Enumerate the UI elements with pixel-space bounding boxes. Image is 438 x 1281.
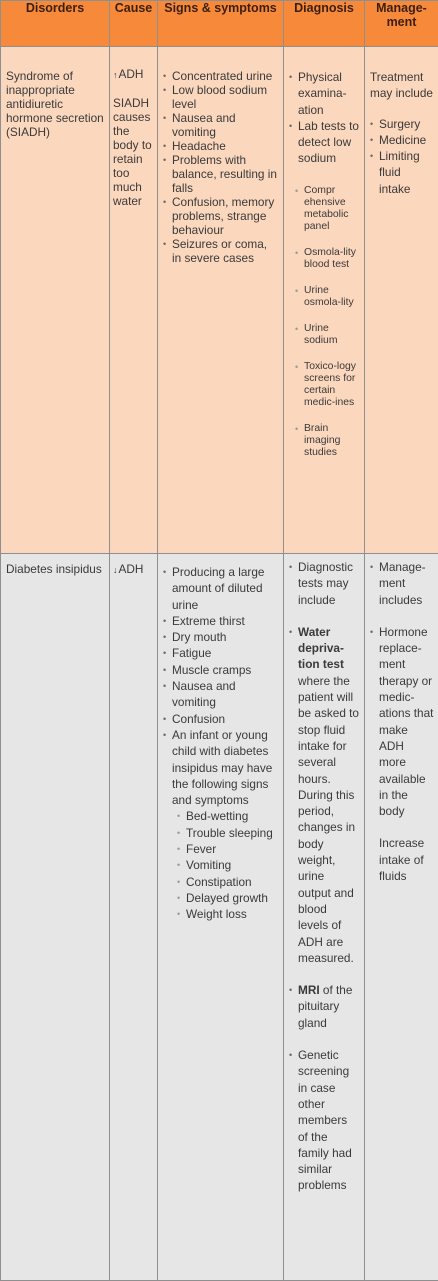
arrow-up-icon: ↑ bbox=[113, 70, 118, 80]
list-item: • Weight loss bbox=[177, 906, 279, 922]
disorder-name: Diabetes insipidus bbox=[1, 554, 109, 576]
diagnosis-sublist bbox=[289, 185, 360, 459]
list-item: • Confusion, memory problems, strange behaviour bbox=[163, 195, 279, 237]
list-item: • Urine osmola-lity bbox=[295, 285, 360, 309]
cell-symptoms bbox=[158, 47, 284, 554]
list-item: • Manage-ment includes bbox=[370, 559, 434, 608]
list-item: • Headache bbox=[163, 139, 279, 153]
management-intro: Treatment may include bbox=[370, 69, 434, 102]
list-item: • Bed-wetting bbox=[177, 808, 279, 824]
list-item: • Medicine bbox=[370, 132, 434, 148]
list-item: • Genetic screening in case other members of the family had similar problems bbox=[289, 1047, 360, 1194]
cell-cause bbox=[110, 554, 158, 1281]
list-item: • Fever bbox=[177, 841, 279, 857]
list-item: • Problems with balance, resulting in falls bbox=[163, 153, 279, 195]
cell-disorder bbox=[1, 47, 110, 554]
list-item: • An infant or young child with diabetes insipidus may have the following signs and symptoms bbox=[163, 727, 279, 808]
list-item: • Brain imaging studies bbox=[295, 423, 360, 459]
list-item: • Low blood sodium level bbox=[163, 83, 279, 111]
list-item: • Fatigue bbox=[163, 645, 279, 661]
list-item: • Nausea and vomiting bbox=[163, 111, 279, 139]
cause-text: SIADH causes the body to retain too much water bbox=[113, 96, 153, 208]
list-item: • Hormone replace-ment therapy or medic-ations that make ADH more available in the body bbox=[370, 624, 434, 820]
list-item: • Extreme thirst bbox=[163, 613, 279, 629]
list-item: • Compr ehensive metabolic panel bbox=[295, 185, 360, 233]
list-item: • Confusion bbox=[163, 711, 279, 727]
list-item: • Osmola-lity blood test bbox=[295, 247, 360, 271]
header-disorders: Disorders bbox=[1, 1, 110, 47]
list-item: • Muscle cramps bbox=[163, 662, 279, 678]
list-item: • Dry mouth bbox=[163, 629, 279, 645]
header-management: Manage-ment bbox=[365, 1, 438, 47]
list-item: • Seizures or coma, in severe cases bbox=[163, 237, 279, 265]
cell-diagnosis bbox=[284, 554, 365, 1281]
management-list bbox=[370, 559, 434, 819]
list-item: • Physical examina-ation bbox=[289, 69, 360, 118]
list-item: • Lab tests to detect low sodium bbox=[289, 118, 360, 167]
list-item: • Trouble sleeping bbox=[177, 825, 279, 841]
list-item: • Nausea and vomiting bbox=[163, 678, 279, 711]
list-item: • Limiting fluid intake bbox=[370, 148, 434, 197]
cause-label: ADH bbox=[119, 562, 144, 576]
list-item: • Toxico-logy screens for certain medic-ines bbox=[295, 361, 360, 409]
arrow-down-icon: ↓ bbox=[113, 565, 118, 575]
header-cause: Cause bbox=[110, 1, 158, 47]
cell-diagnosis bbox=[284, 47, 365, 554]
table-row-diabetes-insipidus bbox=[1, 554, 438, 1281]
list-item: • Concentrated urine bbox=[163, 69, 279, 83]
management-list bbox=[370, 116, 434, 197]
symptoms-list bbox=[163, 564, 279, 808]
disorder-name: Syndrome of inappropriate antidiuretic hormone secretion (SIADH) bbox=[1, 47, 109, 139]
table-row-siadh bbox=[1, 47, 438, 554]
list-item: • Diagnostic tests may include bbox=[289, 559, 360, 608]
symptoms-sublist bbox=[163, 808, 279, 922]
cell-symptoms bbox=[158, 554, 284, 1281]
symptoms-list bbox=[163, 69, 279, 265]
list-item: • Surgery bbox=[370, 116, 434, 132]
list-item: • Water depriva-tion test where the patient will be asked to stop fluid intake for several hours. During this period, changes in body weight, urine output and blood levels of ADH are measured. bbox=[289, 624, 360, 966]
list-item: • Constipation bbox=[177, 874, 279, 890]
cell-management bbox=[365, 47, 438, 554]
cell-disorder bbox=[1, 554, 110, 1281]
list-item: • Producing a large amount of diluted urine bbox=[163, 564, 279, 613]
header-signs-symptoms: Signs & symptoms bbox=[158, 1, 284, 47]
cell-management bbox=[365, 554, 438, 1281]
diagnosis-list bbox=[289, 69, 360, 167]
diagnosis-list bbox=[289, 559, 360, 1194]
list-item: • Urine sodium bbox=[295, 323, 360, 347]
management-note: Increase intake of fluids bbox=[370, 835, 434, 884]
cell-cause bbox=[110, 47, 158, 554]
list-item: • Delayed growth bbox=[177, 890, 279, 906]
cause-label: ADH bbox=[119, 67, 144, 81]
header-diagnosis: Diagnosis bbox=[284, 1, 365, 47]
list-item: • Vomiting bbox=[177, 857, 279, 873]
list-item: • MRI of the pituitary gland bbox=[289, 982, 360, 1031]
header-row bbox=[1, 1, 438, 47]
